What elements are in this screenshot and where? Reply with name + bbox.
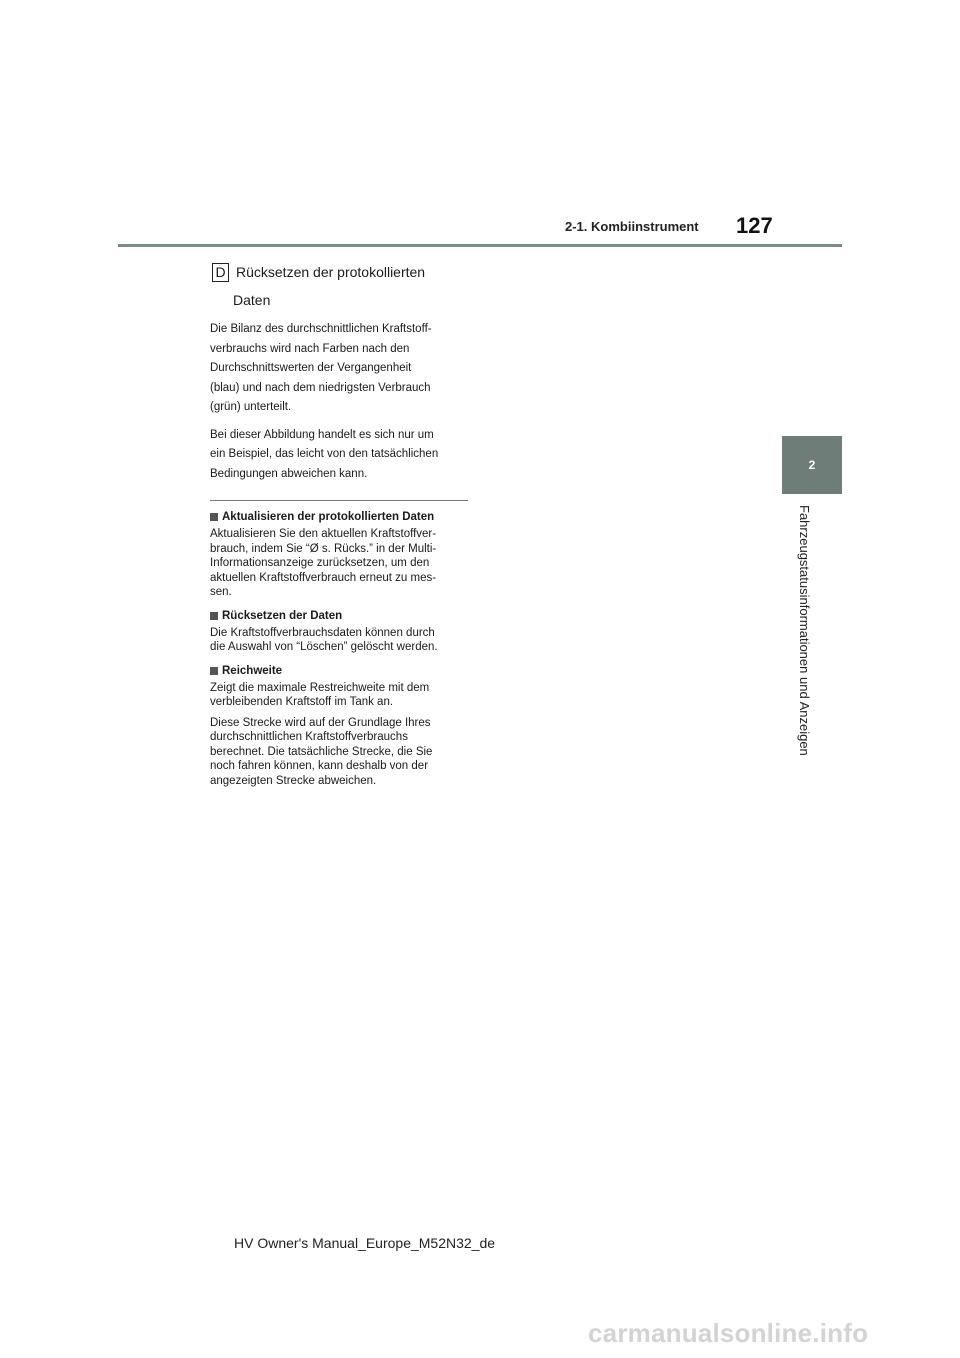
page-number: 127 <box>736 213 773 238</box>
note-body <box>210 626 468 655</box>
footer-manual-id: HV Owner's Manual_Europe_M52N32_de <box>234 1235 496 1251</box>
text-line: Diese Strecke wird auf der Grundlage Ihres <box>210 716 431 729</box>
text-line: Informationsanzeige zurücksetzen, um den <box>210 557 430 569</box>
item-letter-badge: D <box>212 263 229 282</box>
note-heading <box>210 608 468 624</box>
page-header <box>0 0 960 260</box>
note-heading-text: Reichweite <box>222 664 283 677</box>
note-heading-text: Aktualisieren der protokollierten Daten <box>222 511 435 523</box>
text-line: Aktualisieren Sie den aktuellen Kraftstoffver- <box>210 528 437 540</box>
note-heading <box>210 663 468 679</box>
text-line: brauch, indem Sie “Ø s. Rücks.” in der Multi- <box>210 542 437 555</box>
text-line: Die Bilanz des durchschnittlichen Kraftstoff- <box>210 323 432 335</box>
text-line: (blau) und nach dem niedrigsten Verbrauch <box>210 381 431 394</box>
text-line: verbrauchs wird nach Farben nach den <box>210 342 410 355</box>
chapter-title: Fahrzeugstatusinformationen und Anzeigen <box>797 505 812 756</box>
text-line: Bedingungen abweichen kann. <box>210 467 368 480</box>
note-body <box>210 681 468 710</box>
text-line: (grün) unterteilt. <box>210 401 292 413</box>
text-line: berechnet. Die tatsächliche Strecke, die Sie <box>210 745 433 758</box>
square-bullet-icon <box>210 513 218 521</box>
chapter-tab[interactable] <box>782 436 842 494</box>
item-heading <box>210 258 468 314</box>
text-line: Zeigt die maximale Restreichweite mit dem <box>210 681 430 694</box>
text-line: durchschnittlichen Kraftstoffverbrauchs <box>210 731 408 743</box>
note-range <box>210 663 468 789</box>
main-content <box>210 258 468 788</box>
text-line: verbleibenden Kraftstoff im Tank an. <box>210 696 394 708</box>
text-line: die Auswahl von “Löschen” gelöscht werden. <box>210 641 438 653</box>
note-heading-text: Rücksetzen der Daten <box>222 609 343 622</box>
note-heading <box>210 509 468 525</box>
section-divider <box>210 500 468 501</box>
square-bullet-icon <box>210 667 218 675</box>
item-title-line2: Daten <box>233 292 271 308</box>
item-description <box>210 320 468 418</box>
text-line: ein Beispiel, das leicht von den tatsächlichen <box>210 448 439 460</box>
text-line: aktuellen Kraftstoffverbrauch erneut zu mes- <box>210 571 437 584</box>
header-divider <box>118 244 842 247</box>
text-line: Durchschnittswerten der Vergangenheit <box>210 362 412 374</box>
item-disclaimer <box>210 426 468 485</box>
text-line: Die Kraftstoffverbrauchsdaten können durch <box>210 626 435 639</box>
text-line: angezeigten Strecke abweichen. <box>210 774 377 787</box>
watermark[interactable]: carmanualsonline.info <box>588 1318 869 1348</box>
square-bullet-icon <box>210 612 218 620</box>
text-line: noch fahren können, kann deshalb von der <box>210 760 429 772</box>
note-body <box>210 716 468 789</box>
item-title-line1: Rücksetzen der protokollierten <box>236 264 426 280</box>
text-line: Bei dieser Abbildung handelt es sich nur um <box>210 428 434 441</box>
chapter-number: 2 <box>808 458 816 472</box>
section-label: 2-1. Kombiinstrument <box>565 219 699 234</box>
text-line: sen. <box>210 586 232 598</box>
note-update-data <box>210 509 468 600</box>
note-body <box>210 527 468 600</box>
note-reset-data <box>210 608 468 655</box>
